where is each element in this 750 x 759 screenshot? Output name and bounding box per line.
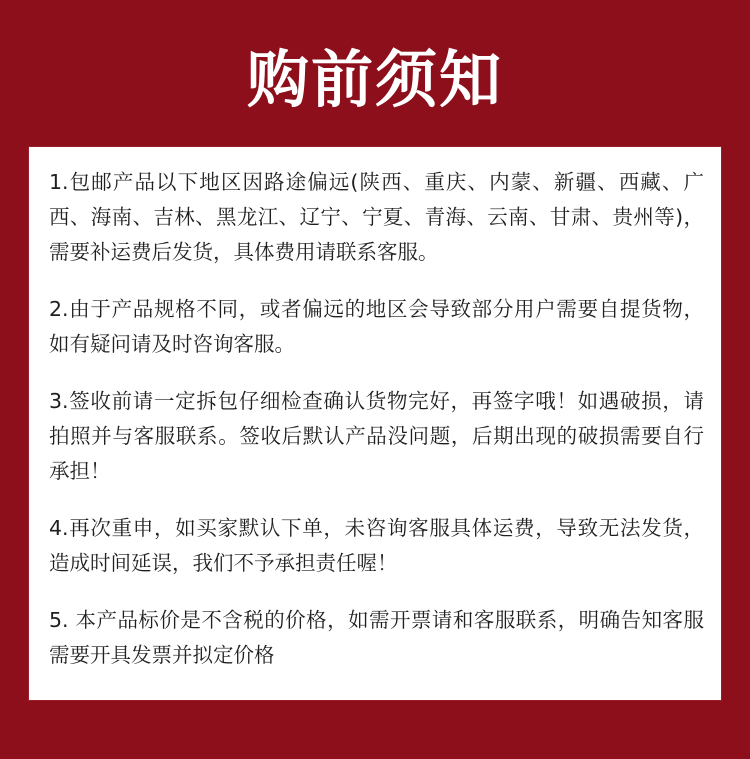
notice-item-5: 5. 本产品标价是不含税的价格，如需开票请和客服联系，明确告知客服需要开具发票并拟定价格 [49,608,704,667]
notice-item-3: 3.签收前请一定拆包仔细检查确认货物完好，再签字哦！如遇破损，请拍照并与客服联系。签收后默认产品没问题，后期出现的破损需要自行承担！ [49,389,704,483]
notice-item-1: 1.包邮产品以下地区因路途偏远(陕西、重庆、内蒙、新疆、西藏、广西、海南、吉林、黑龙江、辽宁、宁夏、青海、云南、甘肃、贵州等)，需要补运费后发货，具体费用请联系客服。 [49,170,704,264]
notice-item-2: 2.由于产品规格不同，或者偏远的地区会导致部分用户需要自提货物，如有疑问请及时咨询客服。 [49,297,704,356]
notice-card [29,147,721,700]
notice-item-4: 4.再次重申，如买家默认下单，未咨询客服具体运费，导致无法发货，造成时间延误，我们不予承担责任喔！ [49,516,704,575]
notice-list [49,165,704,673]
page-title: 购前须知 [246,43,503,116]
